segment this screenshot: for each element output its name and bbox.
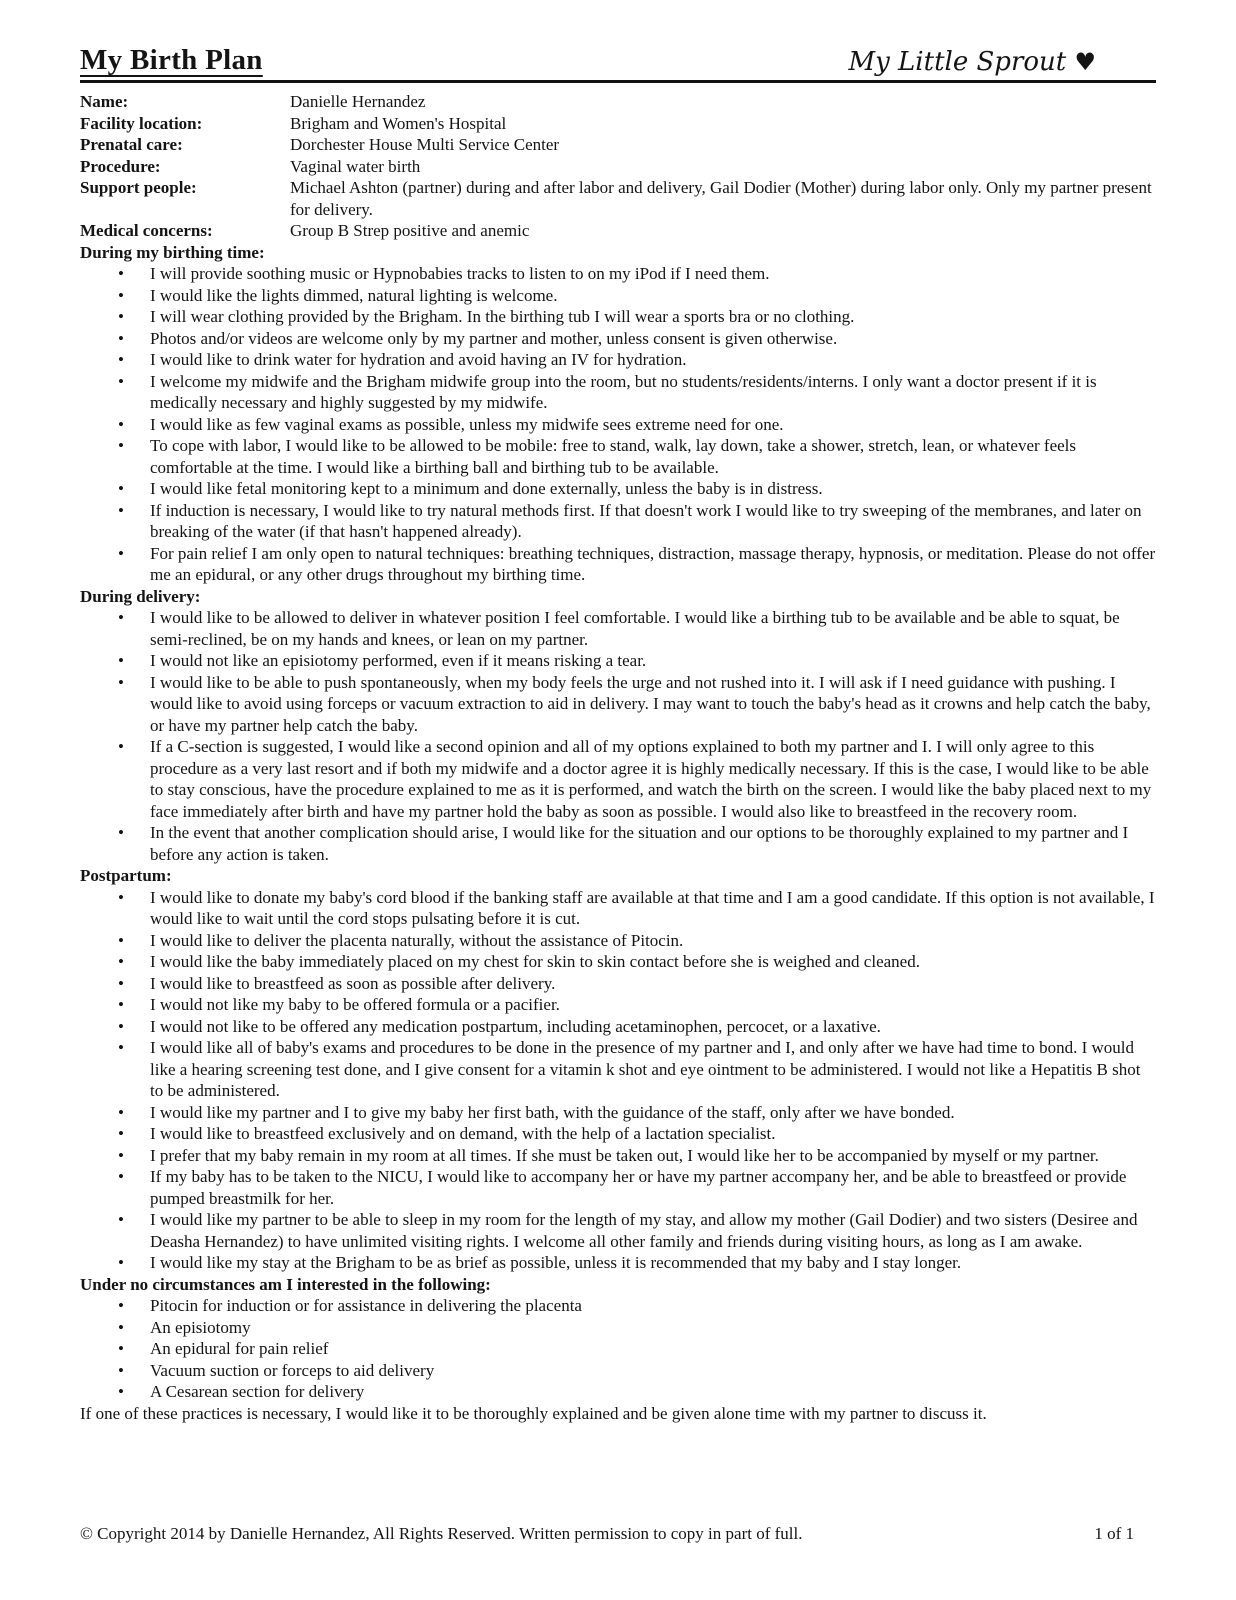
list-item: • I would like fetal monitoring kept to a minimum and done externally, unless the baby is in distress.: [80, 478, 1156, 500]
info-value-facility: Brigham and Women's Hospital: [290, 113, 507, 133]
list-item: • An epidural for pain relief: [80, 1338, 1156, 1360]
list-item: • I would like to deliver the placenta naturally, without the assistance of Pitocin.: [80, 930, 1156, 952]
list-item: • I would like to be able to push spontaneously, when my body feels the urge and not rushed into it. I will ask if I need guidance with pushing. I would like to avoid using forceps or vacuum extraction to aid in delivery. I may want to touch the baby's head as it crowns and help catch the baby, or have my partner help catch the baby.: [80, 672, 1156, 737]
list-item: • In the event that another complication should arise, I would like for the situation and our options to be thoroughly explained to my partner and I before any action is taken.: [80, 822, 1156, 865]
list-item: • I would like to be allowed to deliver in whatever position I feel comfortable. I would like a birthing tub to be available and be able to squat, be semi-reclined, be on my hands and knees, or lean on my partner.: [80, 607, 1156, 650]
list-item: • I welcome my midwife and the Brigham midwife group into the room, but no students/residents/interns. I only want a doctor present if it is medically necessary and highly suggested by my midwife.: [80, 371, 1156, 414]
heart-icon: ♥: [1074, 48, 1096, 76]
brand-logo: [848, 47, 1156, 77]
bullet-list-birthing-time: [80, 263, 1156, 586]
list-item: • I would not like to be offered any medication postpartum, including acetaminophen, percocet, or a laxative.: [80, 1016, 1156, 1038]
list-item: • To cope with labor, I would like to be allowed to be mobile: free to stand, walk, lay down, take a shower, stretch, lean, or whatever feels comfortable at the time. I would like a birthing ball and birthing tub to be available.: [80, 435, 1156, 478]
list-item: • I would like my partner and I to give my baby her first bath, with the guidance of the staff, only after we have bonded.: [80, 1102, 1156, 1124]
info-value-support: Michael Ashton (partner) during and after labor and delivery, Gail Dodier (Mother) during labor only. Only my partner present for delivery.: [290, 178, 1152, 219]
closing-statement: If one of these practices is necessary, I would like it to be thoroughly explained and be given alone time with my partner to discuss it.: [80, 1403, 987, 1423]
patient-info: [80, 91, 1156, 242]
list-item: • I would like as few vaginal exams as possible, unless my midwife sees extreme need for one.: [80, 414, 1156, 436]
section-heading-birthing-time: During my birthing time:: [80, 242, 265, 262]
info-value-prenatal: Dorchester House Multi Service Center: [290, 135, 560, 154]
info-label-facility: Facility location:: [80, 113, 203, 133]
bullet-list-delivery: [80, 607, 1156, 865]
list-item: • A Cesarean section for delivery: [80, 1381, 1156, 1403]
bullet-list-postpartum: [80, 887, 1156, 1274]
list-item: • I would like to breastfeed exclusively and on demand, with the help of a lactation specialist.: [80, 1123, 1156, 1145]
info-value-medical: Group B Strep positive and anemic: [290, 221, 530, 240]
page-title: My Birth Plan: [80, 44, 263, 76]
section-heading-no-circumstances: Under no circumstances am I interested in the following:: [80, 1274, 491, 1294]
document-footer: [80, 1523, 1156, 1545]
section-heading-delivery: During delivery:: [80, 586, 201, 606]
list-item: • Photos and/or videos are welcome only by my partner and mother, unless consent is given otherwise.: [80, 328, 1156, 350]
list-item: • An episiotomy: [80, 1317, 1156, 1339]
info-label-name: Name:: [80, 92, 129, 111]
list-item: • I would like my partner to be able to sleep in my room for the length of my stay, and allow my mother (Gail Dodier) and two sisters (Desiree and Deasha Hernandez) to have unlimited visiting rights. I welcome all other family and friends during visiting hours, as long as I am awake.: [80, 1209, 1156, 1252]
info-label-medical: Medical concerns:: [80, 221, 213, 240]
info-value-procedure: Vaginal water birth: [290, 156, 421, 176]
list-item: • I will wear clothing provided by the Brigham. In the birthing tub I will wear a sports bra or no clothing.: [80, 306, 1156, 328]
list-item: • If induction is necessary, I would like to try natural methods first. If that doesn't work I would like to try sweeping of the membranes, and later on breaking of the water (if that hasn't happened already).: [80, 500, 1156, 543]
list-item: • I would like to breastfeed as soon as possible after delivery.: [80, 973, 1156, 995]
list-item: • For pain relief I am only open to natural techniques: breathing techniques, distraction, massage therapy, hypnosis, or meditation. Please do not offer me an epidural, or any other drugs throughout my birthing time.: [80, 543, 1156, 586]
list-item: • If my baby has to be taken to the NICU, I would like to accompany her or have my partner accompany her, and be able to breastfeed or provide pumped breastmilk for her.: [80, 1166, 1156, 1209]
bullet-list-no-circumstances: [80, 1295, 1156, 1403]
list-item: • Pitocin for induction or for assistance in delivering the placenta: [80, 1295, 1156, 1317]
info-label-procedure: Procedure:: [80, 156, 161, 176]
list-item: • I would like to donate my baby's cord blood if the banking staff are available at that time and I am a good candidate. If this option is not available, I would like to wait until the cord stops pulsating before it is cut.: [80, 887, 1156, 930]
list-item: • I would not like an episiotomy performed, even if it means risking a tear.: [80, 650, 1156, 672]
info-label-prenatal: Prenatal care:: [80, 135, 183, 154]
page-indicator: 1 of 1: [1094, 1523, 1134, 1543]
list-item: • I will provide soothing music or Hypnobabies tracks to listen to on my iPod if I need them.: [80, 263, 1156, 285]
brand-logo-text: My Little Sprout: [848, 47, 1067, 77]
list-item: • I would like to drink water for hydration and avoid having an IV for hydration.: [80, 349, 1156, 371]
list-item: • I would like my stay at the Brigham to be as brief as possible, unless it is recommended that my baby and I stay longer.: [80, 1252, 1156, 1274]
info-value-name: Danielle Hernandez: [290, 92, 426, 111]
document-header: [80, 44, 1156, 83]
list-item: • If a C-section is suggested, I would like a second opinion and all of my options explained to both my partner and I. I will only agree to this procedure as a very last resort and if both my midwife and a doctor agree it is highly medically necessary. If this is the case, I would like to be able to stay conscious, have the procedure explained to me as it is performed, and watch the birth on the screen. I would like the baby placed next to my face immediately after birth and have my partner hold the baby as soon as possible. I would also like to breastfeed in the recovery room.: [80, 736, 1156, 822]
list-item: • I would not like my baby to be offered formula or a pacifier.: [80, 994, 1156, 1016]
list-item: • I would like the lights dimmed, natural lighting is welcome.: [80, 285, 1156, 307]
list-item: • Vacuum suction or forceps to aid delivery: [80, 1360, 1156, 1382]
copyright-notice: © Copyright 2014 by Danielle Hernandez, All Rights Reserved. Written permission to copy in part of full.: [80, 1523, 803, 1543]
list-item: • I would like all of baby's exams and procedures to be done in the presence of my partner and I, and only after we have had time to bond. I would like a hearing screening test done, and I give consent for a vitamin k shot and eye ointment to be administered. I would not like a Hepatitis B shot to be administered.: [80, 1037, 1156, 1102]
section-heading-postpartum: Postpartum:: [80, 866, 172, 885]
list-item: • I prefer that my baby remain in my room at all times. If she must be taken out, I would like her to be accompanied by myself or my partner.: [80, 1145, 1156, 1167]
list-item: • I would like the baby immediately placed on my chest for skin to skin contact before she is weighed and cleaned.: [80, 951, 1156, 973]
info-label-support: Support people:: [80, 178, 197, 197]
